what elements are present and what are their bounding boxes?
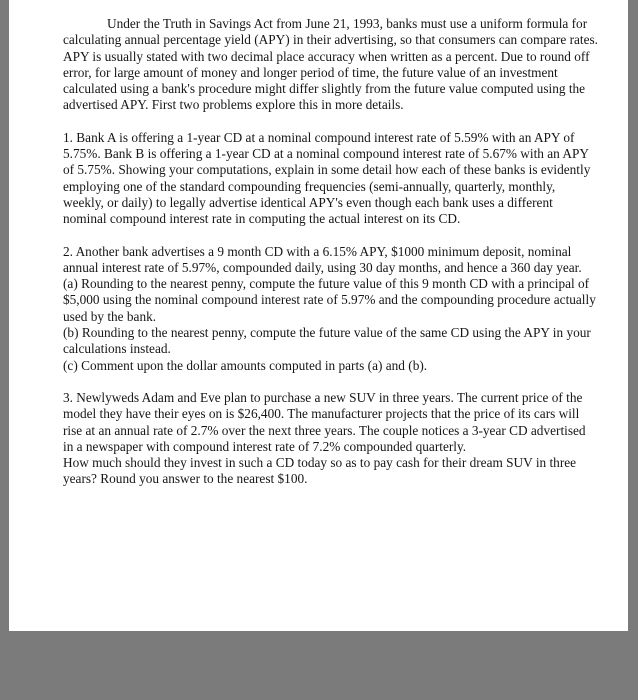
document-page <box>9 0 628 631</box>
problem-2-part-c: (c) Comment upon the dollar amounts computed in parts (a) and (b). <box>63 357 428 373</box>
problem-2 <box>63 244 598 374</box>
intro-paragraph: Under the Truth in Savings Act from June 21, 1993, banks must use a uniform formula for calculating annual percentage yield (APY) in their advertising, so that consumers can compare rates. APY is usually stated with two decimal place accuracy when written as a percent. Due to round off error, for large amount of money and longer period of time, the future value of an investment calculated using a bank's procedure might differ slightly from the future value computed using the advertised APY. First two problems explore this in more details. <box>63 16 599 113</box>
problem-2-part-a: (a) Rounding to the nearest penny, compute the future value of this 9 month CD with a principal of $5,000 using the nominal compound interest rate of 5.97% and the compounding procedure actually used by the bank. <box>63 276 596 324</box>
problem-3-question: How much should they invest in such a CD today so as to pay cash for their dream SUV in three years? Round you answer to the nearest $100. <box>63 455 577 487</box>
problem-2-text: 2. Another bank advertises a 9 month CD with a 6.15% APY, $1000 minimum deposit, nominal annual interest rate of 5.97%, compounded daily, using 30 day months, and hence a 360 day year. <box>63 243 582 275</box>
problem-3-text: 3. Newlyweds Adam and Eve plan to purchase a new SUV in three years. The current price of the model they have their eyes on is $26,400. The manufacturer projects that the price of its cars will rise at an annual rate of 2.7% over the next three years. The couple notices a 3-year CD advertised in a newspaper with compound interest rate of 7.2% compounded quarterly. <box>63 389 586 454</box>
problem-2-part-b: (b) Rounding to the nearest penny, compute the future value of the same CD using the APY in your calculations instead. <box>63 325 591 357</box>
problem-3 <box>63 390 598 488</box>
problem-1: 1. Bank A is offering a 1-year CD at a nominal compound interest rate of 5.59% with an APY of 5.75%. Bank B is offering a 1-year CD at a nominal compound interest rate of 5.67% with an APY of 5.75%. Showing your computations, explain in some detail how each of these banks is evidently employing one of the standard compounding frequencies (semi-annually, quarterly, monthly, weekly, or daily) to legally advertise identical APY's even though each bank uses a different nominal compound interest rate in computing the actual interest on its CD. <box>63 129 591 227</box>
